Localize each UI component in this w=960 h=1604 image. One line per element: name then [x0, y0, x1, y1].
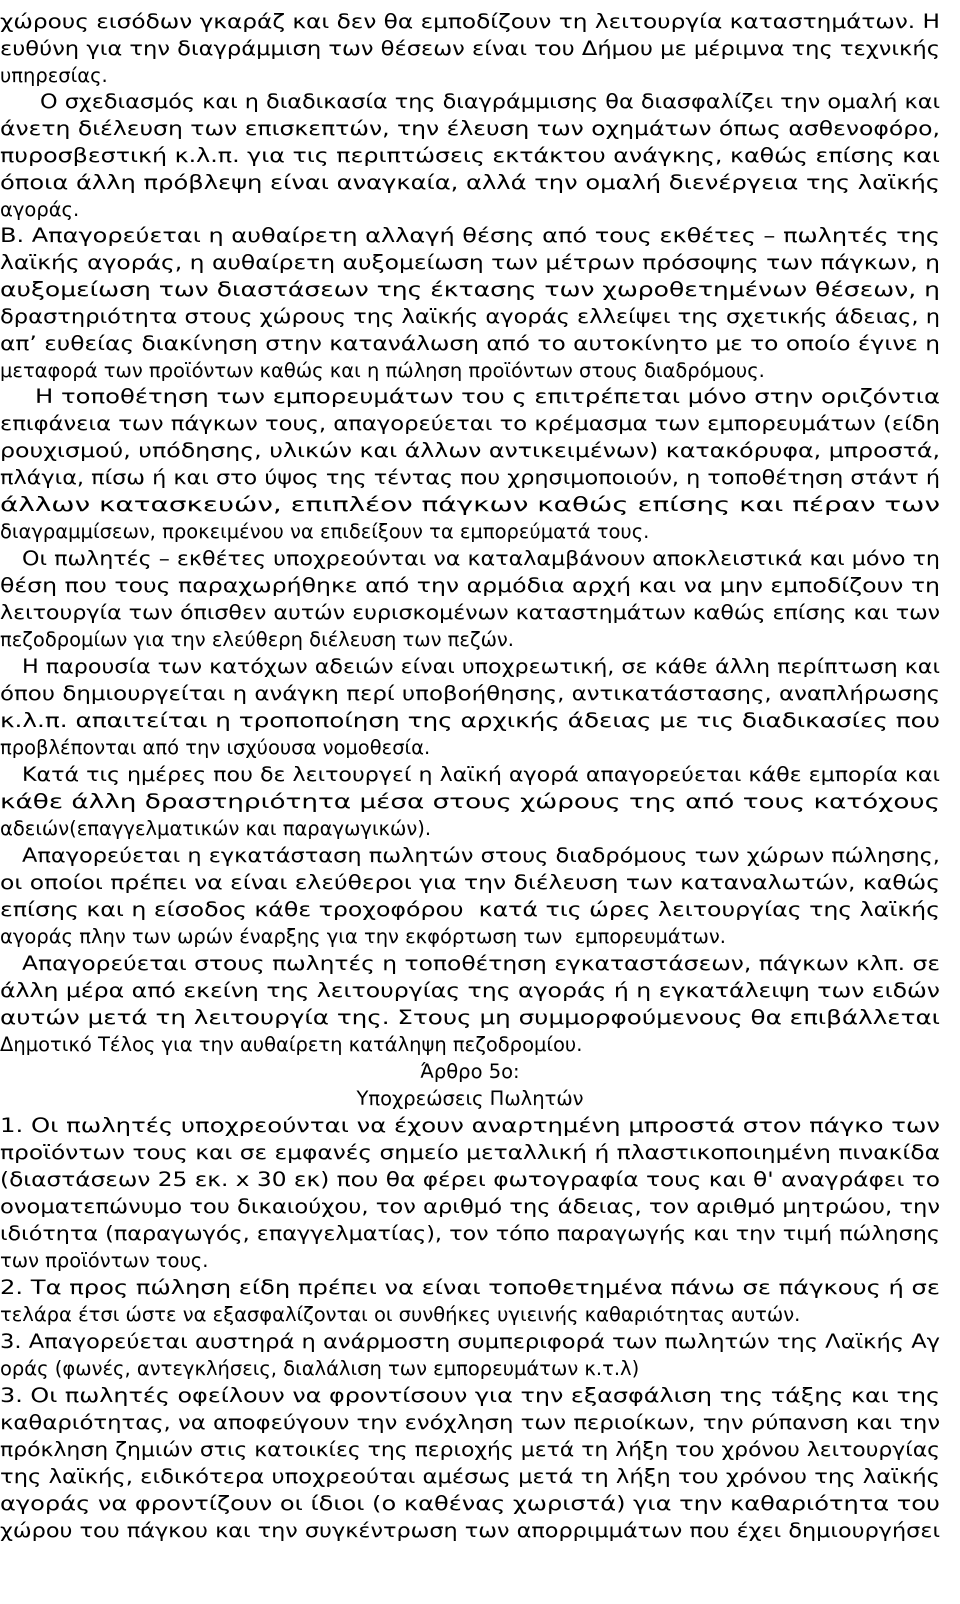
text-line-content: Δημοτικό Τέλος για την αυθαίρετη κατάληψη πεζοδρομίου. — [0, 1033, 583, 1056]
text-line — [0, 1139, 960, 1166]
text-line — [0, 1301, 960, 1328]
text-line-content: ιδιότητα (παραγωγός, επαγγελματίας), τον τόπο παραγωγής και την τιμή πώλησης — [0, 1222, 940, 1245]
text-line — [0, 518, 960, 545]
text-line — [0, 1193, 960, 1220]
text-line — [0, 1112, 960, 1139]
text-line — [0, 35, 960, 62]
text-line-content: άλλων κατασκευών, επιπλέον πάγκων καθώς επίσης και πέραν των — [0, 493, 941, 516]
text-line-content: προϊόντων τους και σε εμφανές σημείο μεταλλική ή πλαστικοποιημένη πινακίδα — [0, 1141, 940, 1164]
text-line — [0, 545, 960, 572]
text-line-content: της λαϊκής, ειδικότερα υποχρεούται αμέσως μετά τη λήξη του χρόνου της λαϊκής — [0, 1465, 940, 1488]
text-line — [0, 626, 960, 653]
text-line — [0, 169, 960, 196]
text-line-content: αδειών(επαγγελματικών και παραγωγικών). — [0, 817, 432, 840]
text-line-content: χώρους εισόδων γκαράζ και δεν θα εμποδίζουν τη λειτουργία καταστημάτων. Η — [0, 10, 941, 33]
text-line-content: 2. Τα προς πώληση είδη πρέπει να είναι τοποθετημένα πάνω σε πάγκους ή σε — [0, 1276, 940, 1299]
text-line-content: οι οποίοι πρέπει να είναι ελεύθεροι για την διέλευση των καταναλωτών, καθώς — [0, 871, 940, 894]
text-line — [0, 249, 960, 276]
text-line — [0, 303, 960, 330]
text-line — [0, 1220, 960, 1247]
text-line — [0, 1409, 960, 1436]
text-line-content: κάθε άλλη δραστηριότητα μέσα στους χώρους της από τους κατόχους — [0, 790, 941, 813]
text-line — [0, 923, 960, 950]
text-line — [0, 464, 960, 491]
text-line-content: Απαγορεύεται η εγκατάσταση πωλητών στους διαδρόμους των χώρων πώλησης, — [22, 844, 940, 867]
text-line — [0, 1274, 960, 1301]
text-line-content: όποια άλλη πρόβλεψη είναι αναγκαία, αλλά την ομαλή διενέργεια της λαϊκής — [0, 171, 940, 194]
text-line-content: αγοράς πλην των ωρών έναρξης για την εκφόρτωση των εμπορευμάτων. — [0, 925, 726, 948]
text-line — [0, 115, 960, 142]
text-line-content: πρόκληση ζημιών στις κατοικίες της περιοχής μετά τη λήξη του χρόνου λειτουργίας — [0, 1438, 941, 1461]
text-line-content: θέση που τους παραχωρήθηκε από την αρμόδια αρχή και να μην εμποδίζουν τη — [0, 574, 940, 597]
text-line — [0, 1166, 960, 1193]
text-line-content: 1. Οι πωλητές υποχρεούνται να έχουν αναρτημένη μπροστά στον πάγκο των — [0, 1114, 940, 1137]
text-line — [0, 707, 960, 734]
text-line-content: αγοράς να φροντίζουν οι ίδιοι (ο καθένας χωριστά) για την καθαριότητα του — [0, 1492, 940, 1515]
text-line-content: διαγραμμίσεων, προκειμένου να επιδείξουν τα εμπορεύματά τους. — [0, 520, 650, 543]
text-line-content: Η παρουσία των κατόχων αδειών είναι υποχρεωτική, σε κάθε άλλη περίπτωση και — [22, 655, 940, 678]
text-line-content: πυροσβεστική κ.λ.π. για τις περιπτώσεις εκτάκτου ανάγκης, καθώς επίσης και — [0, 144, 940, 167]
text-line-content: επίσης και η είσοδος κάθε τροχοφόρου κατά τις ώρες λειτουργίας της λαϊκής — [0, 898, 941, 921]
text-line — [0, 1031, 960, 1058]
text-line-content: κ.λ.π. απαιτείται η τροποποίηση της αρχικής άδειας με τις διαδικασίες που — [0, 709, 941, 732]
text-line — [0, 1517, 960, 1544]
text-line — [0, 1247, 960, 1274]
text-line — [0, 383, 960, 410]
text-line-content: Η τοποθέτηση των εμπορευμάτων του ς επιτρέπεται μόνο στην οριζόντια — [35, 385, 940, 408]
text-line-content: λαϊκής αγοράς, η αυθαίρετη αυξομείωση των μέτρων πρόσοψης των πάγκων, η — [0, 251, 940, 274]
text-line-content: Απαγορεύεται στους πωλητές η τοποθέτηση εγκαταστάσεων, πάγκων κλπ. σε — [22, 952, 940, 975]
text-line-content: αυτών μετά τη λειτουργία της. Στους μη συμμορφούμενους θα επιβάλλεται — [0, 1006, 941, 1029]
text-line — [0, 572, 960, 599]
text-line — [0, 222, 960, 249]
text-line-content: αυξομείωση των διαστάσεων της έκτασης των χωροθετημένων θέσεων, η — [0, 278, 940, 301]
text-line — [0, 276, 960, 303]
text-line — [0, 1463, 960, 1490]
text-line-content: Υποχρεώσεις Πωλητών — [356, 1087, 584, 1110]
text-line-content: Κατά τις ημέρες που δε λειτουργεί η λαϊκή αγορά απαγορεύεται κάθε εμπορία και — [22, 763, 940, 786]
text-line-content: πλάγια, πίσω ή και στο ύψος της τέντας που χρησιμοποιούν, η τοποθέτηση στάντ ή — [0, 466, 940, 489]
text-line-content: προβλέπονται από την ισχύουσα νομοθεσία. — [0, 736, 431, 759]
text-line — [0, 815, 960, 842]
text-line-content: 3. Οι πωλητές οφείλουν να φροντίσουν για την εξασφάλιση της τάξης και της — [0, 1384, 941, 1407]
text-line — [0, 869, 960, 896]
text-line — [0, 357, 960, 384]
text-line — [0, 734, 960, 761]
text-line-content: ευθύνη για την διαγράμμιση των θέσεων είναι του Δήμου με μέριμνα της τεχνικής — [0, 37, 940, 60]
text-line-content: ονοματεπώνυμο του δικαιούχου, τον αριθμό της άδειας, τον αριθμό μητρώου, την — [0, 1195, 941, 1218]
text-line — [0, 1058, 960, 1085]
text-line-content: Β. Απαγορεύεται η αυθαίρετη αλλαγή θέσης από τους εκθέτες – πωλητές της — [0, 224, 940, 247]
text-line-content: μεταφορά των προϊόντων καθώς και η πώληση προϊόντων στους διαδρόμους. — [0, 359, 765, 382]
text-line-content: Ο σχεδιασμός και η διαδικασία της διαγράμμισης θα διασφαλίζει την ομαλή και — [40, 90, 941, 113]
text-line-content: Άρθρο 5ο: — [420, 1060, 520, 1083]
text-line-content: δραστηριότητα στους χώρους της λαϊκής αγοράς ελλείψει της σχετικής άδειας, η — [0, 305, 941, 328]
text-line-content: πεζοδρομίων για την ελεύθερη διέλευση των πεζών. — [0, 628, 514, 651]
text-line-content: άλλη μέρα από εκείνη της λειτουργίας της αγοράς ή η εγκατάλειψη των ειδών — [0, 979, 940, 1002]
text-line-content: επιφάνεια των πάγκων τους, απαγορεύεται το κρέμασμα των εμπορευμάτων (είδη — [0, 412, 940, 435]
text-line — [0, 680, 960, 707]
text-line — [0, 437, 960, 464]
text-line-content: υπηρεσίας. — [0, 64, 108, 87]
text-line-content: (διαστάσεων 25 εκ. x 30 εκ) που θα φέρει φωτογραφία τους και θ' αναγράφει το — [0, 1168, 940, 1191]
text-line — [0, 491, 960, 518]
text-line — [0, 330, 960, 357]
text-line — [0, 142, 960, 169]
text-line — [0, 1328, 960, 1355]
text-line — [0, 8, 960, 35]
text-line-content: των προϊόντων τους. — [0, 1249, 209, 1272]
text-line — [0, 896, 960, 923]
text-line — [0, 1004, 960, 1031]
text-line — [0, 950, 960, 977]
text-line — [0, 1085, 960, 1112]
text-line — [0, 410, 960, 437]
text-line — [0, 1490, 960, 1517]
text-line — [0, 1382, 960, 1409]
text-line — [0, 977, 960, 1004]
text-line-content: ρουχισμού, υπόδησης, υλικών και άλλων αντικειμένων) κατακόρυφα, μπροστά, — [0, 439, 941, 462]
text-line-content: καθαριότητας, να αποφεύγουν την ενόχληση των περιοίκων, την ρύπανση και την — [0, 1411, 941, 1434]
text-line-content: όπου δημιουργείται η ανάγκη περί υποβοήθησης, αντικατάστασης, αναπλήρωσης — [0, 682, 941, 705]
text-line-content: αγοράς. — [0, 198, 80, 221]
text-line — [0, 842, 960, 869]
text-line — [0, 196, 960, 223]
text-line-content: 3. Απαγορεύεται αυστηρά η ανάρμοστη συμπεριφορά των πωλητών της Λαϊκής Αγ — [0, 1330, 941, 1353]
text-line-content: άνετη διέλευση των επισκεπτών, την έλευση των οχημάτων όπως ασθενοφόρο, — [0, 117, 940, 140]
text-line — [0, 1436, 960, 1463]
text-line-content: Οι πωλητές – εκθέτες υποχρεούνται να καταλαμβάνουν αποκλειστικά και μόνο τη — [22, 547, 941, 570]
text-line-content: χώρου του πάγκου και την συγκέντρωση των απορριμμάτων που έχει δημιουργήσει — [0, 1519, 941, 1542]
text-line-content: λειτουργία των όπισθεν αυτών ευρισκομένων καταστημάτων καθώς επίσης και των — [0, 601, 941, 624]
text-line-content: απ’ ευθείας διακίνηση στην κατανάλωση από το αυτοκίνητο με το οποίο έγινε η — [0, 332, 940, 355]
text-line-content: τελάρα έτσι ώστε να εξασφαλίζονται οι συνθήκες υγιεινής καθαριότητας αυτών. — [0, 1303, 801, 1326]
text-line-content: οράς (φωνές, αντεγκλήσεις, διαλάλιση των εμπορευμάτων κ.τ.λ) — [0, 1357, 640, 1380]
text-line — [0, 599, 960, 626]
text-line — [0, 653, 960, 680]
text-line — [0, 788, 960, 815]
text-line — [0, 88, 960, 115]
text-line — [0, 761, 960, 788]
text-line — [0, 62, 960, 89]
text-line — [0, 1355, 960, 1382]
